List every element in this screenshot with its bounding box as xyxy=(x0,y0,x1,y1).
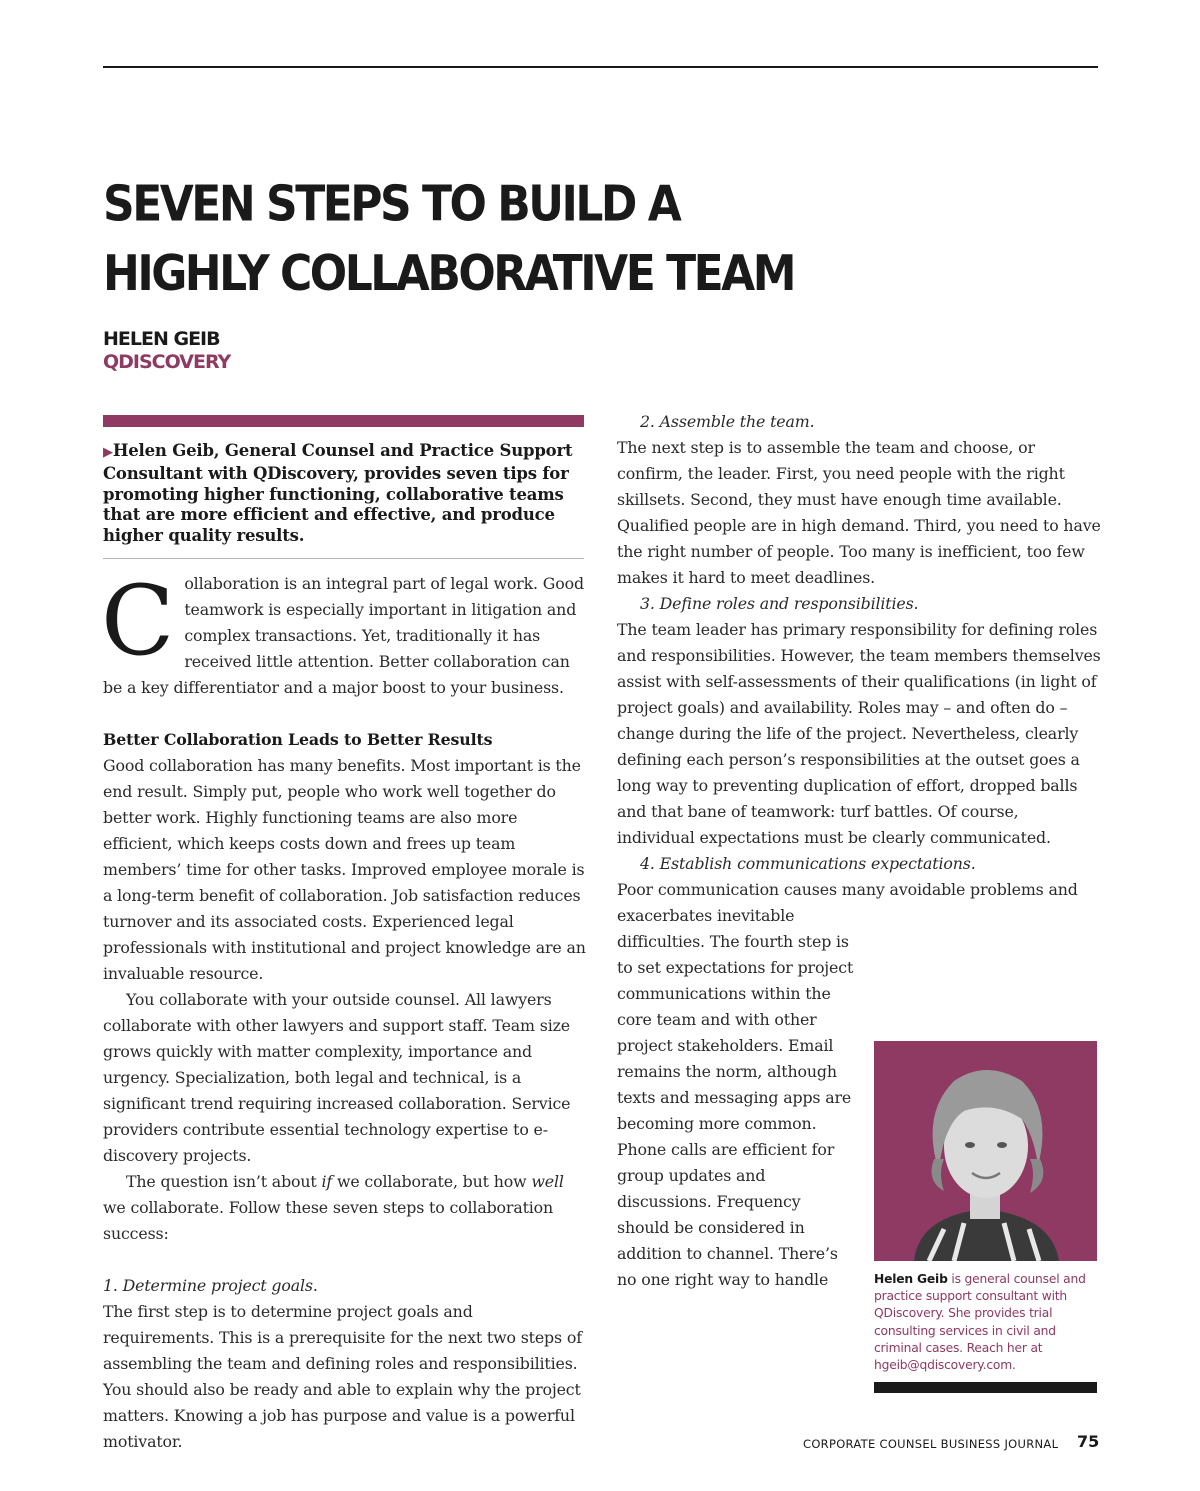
intro-accent-bar xyxy=(103,415,584,427)
step-4-heading: 4. Establish communications expectations. xyxy=(640,854,976,873)
drop-cap: C xyxy=(101,565,175,677)
footer-journal-name: CORPORATE COUNSEL BUSINESS JOURNAL xyxy=(803,1437,1059,1451)
paragraph-opening: ollaboration is an integral part of legal work. Good teamwork is especially important in litigation and complex transactions. Yet, traditionally it has received little attention. Better collaboration can be a key differentiator and a major boost to your business. xyxy=(103,574,584,697)
step-1-heading: 1. Determine project goals. xyxy=(103,1276,318,1295)
column-left xyxy=(101,565,587,1455)
author-photo xyxy=(874,1041,1097,1261)
top-rule xyxy=(103,66,1098,68)
triangle-arrow-icon: ▶ xyxy=(103,445,113,460)
step-3-text: The team leader has primary responsibility for defining roles and responsibilities. However, the team members themselves assist with self-assessments of their qualifications (in light of project goals) and availability. Roles may – and often do – change during the life of the project. Nevertheless, clearly defining each person’s responsibilities at the outset goes a long way to preventing duplication of effort, dropped balls and that bane of teamwork: turf battles. Of course, individual expectations must be clearly communicated. xyxy=(617,620,1101,847)
portrait-illustration xyxy=(874,1041,1097,1261)
author-organization: QDISCOVERY xyxy=(103,351,231,373)
step-2-text: The next step is to assemble the team and choose, or confirm, the leader. First, you need people with the right skillsets. Second, they must have enough time available. Qualified people are in high demand. Third, you need to have the right number of people. Too many is inefficient, too few makes it hard to meet deadlines. xyxy=(617,438,1101,587)
page-number: 75 xyxy=(1077,1432,1100,1451)
step-4-text-lead: Poor communication causes many avoidable problems and xyxy=(617,880,1078,899)
paragraph-benefits: Good collaboration has many benefits. Most important is the end result. Simply put, people who work well together do better work. Highly functioning teams are also more efficient, which keeps costs down and frees up team members’ time for other tasks. Improved employee morale is a long-term benefit of collaboration. Job satisfaction reduces turnover and its associated costs. Experienced legal professionals with institutional and project knowledge are an invaluable resource. xyxy=(103,756,586,983)
step-1-text: The first step is to determine project goals and requirements. This is a prerequisite for the next two steps of assembling the team and defining roles and responsibilities. You should also be ready and able to explain why the project matters. Knowing a job has purpose and value is a powerful motivator. xyxy=(103,1302,582,1451)
intro-text: Helen Geib, General Counsel and Practice Support Consultant with QDiscovery, provides seven tips for promoting higher functioning, collaborative teams that are more efficient and effective, and produce higher quality results. xyxy=(103,441,573,546)
step-2-heading: 2. Assemble the team. xyxy=(640,412,815,431)
author-name: HELEN GEIB xyxy=(103,328,220,350)
caption-text: is general counsel and practice support consultant with QDiscovery. She provides trial consulting services in civil and criminal cases. Reach her at hgeib@qdiscovery.com. xyxy=(874,1272,1086,1373)
paragraph-question: The question isn’t about if we collaborate, but how well we collaborate. Follow these seven steps to collaboration success: xyxy=(103,1172,564,1243)
section-heading: Better Collaboration Leads to Better Results xyxy=(103,730,493,749)
intro-divider xyxy=(103,558,584,559)
paragraph-outside-counsel: You collaborate with your outside counsel. All lawyers collaborate with other lawyers and support staff. Team size grows quickly with matter complexity, importance and urgency. Specialization, both legal and technical, is a significant trend requiring increased collaboration. Service providers contribute essential technology expertise to e-discovery projects. xyxy=(103,990,571,1165)
step-3-heading: 3. Define roles and responsibilities. xyxy=(640,594,919,613)
caption-name: Helen Geib xyxy=(874,1272,948,1286)
caption-rule xyxy=(874,1382,1097,1393)
step-4-text-wrap: exacerbates inevitable difficulties. The fourth step is to set expectations for project communications within the core team and with other project stakeholders. Email remains the norm, although texts and messaging apps are becoming more common. Phone calls are efficient for group updates and discussions. Frequency should be considered in addition to channel. There’s no one right way to handle xyxy=(617,906,854,1289)
photo-caption xyxy=(874,1271,1097,1374)
intro-deck xyxy=(103,441,584,547)
article-title: SEVEN STEPS TO BUILD A HIGHLY COLLABORATIVE TEAM xyxy=(103,175,794,303)
